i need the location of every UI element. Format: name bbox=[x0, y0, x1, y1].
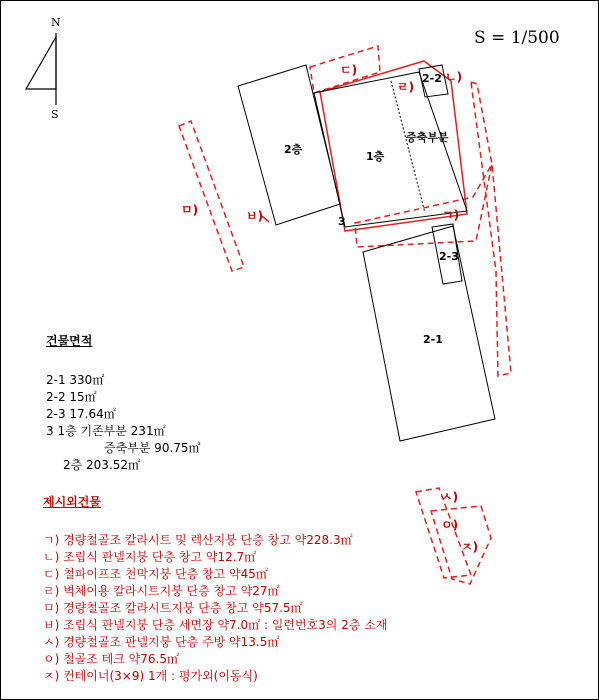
area-line-3-2f: 2층 203.52㎡ bbox=[63, 458, 141, 472]
label-ga: ㄱ) bbox=[442, 208, 460, 222]
excluded-item-ga: ㄱ) 경량철골조 칼라시트 및 렉산지붕 단층 창고 약228.3㎡ bbox=[43, 533, 353, 547]
label-extension: 증축부분 bbox=[406, 131, 449, 144]
label-ra: ㄹ) bbox=[397, 80, 415, 94]
excluded-item-o: ㅇ) 철골조 테크 약76.5㎡ bbox=[43, 652, 179, 666]
label-2-3: 2-3 bbox=[439, 250, 459, 263]
area-line-2-1: 2-1 330㎡ bbox=[46, 373, 105, 387]
label-1f: 1층 bbox=[366, 150, 385, 163]
excluded-section-title: 제시외건물 bbox=[43, 495, 101, 509]
label-2-1: 2-1 bbox=[423, 333, 443, 346]
excluded-item-ma: ㅁ) 경량철골조 칼라시트지붕 단층 창고 약57.5㎡ bbox=[43, 601, 303, 615]
north-arrow-icon bbox=[26, 33, 56, 105]
compass-south-label: S bbox=[51, 108, 59, 121]
excluded-item-na: ㄴ) 조립식 판넬지붕 단층 창고 약12.7㎡ bbox=[43, 550, 257, 564]
scale-label: S = 1/500 bbox=[474, 28, 560, 48]
excluded-item-ra: ㄹ) 벽체이용 칼라시트지붕 단층 창고 약27㎡ bbox=[43, 584, 280, 598]
area-line-2-2: 2-2 15㎡ bbox=[46, 390, 97, 404]
excluded-item-ja: ㅈ) 컨테이너(3×9) 1개 : 평가외(이동식) bbox=[43, 669, 258, 683]
outbuilding-ma bbox=[179, 121, 244, 271]
area-line-3-extension: 증축부분 90.75㎡ bbox=[104, 441, 201, 455]
label-ja: ㅈ) bbox=[461, 540, 479, 554]
extension-divider bbox=[391, 81, 425, 213]
area-line-2-3: 2-3 17.64㎡ bbox=[46, 407, 116, 421]
excluded-item-sa: ㅅ) 경량철골조 판넬지붕 단층 주방 약13.5㎡ bbox=[43, 635, 280, 649]
excluded-item-da: ㄷ) 철파이프조 천막지붕 단층 창고 약45㎡ bbox=[43, 567, 268, 581]
label-na: ㄴ) bbox=[445, 70, 463, 84]
area-line-3-1f: 3 1층 기존부분 231㎡ bbox=[46, 424, 166, 438]
label-2f: 2층 bbox=[284, 143, 303, 156]
label-o: ㅇ) bbox=[441, 518, 459, 532]
label-2-2: 2-2 bbox=[422, 72, 442, 85]
label-da: ㄷ) bbox=[340, 63, 358, 77]
area-section-title: 건물면적 bbox=[46, 334, 93, 348]
label-ba: ㅂ) bbox=[246, 209, 264, 223]
label-building-3: 3 bbox=[338, 215, 346, 228]
label-sa: ㅅ) bbox=[441, 490, 459, 504]
outbuilding-na-edge bbox=[471, 82, 511, 376]
excluded-item-ba: ㅂ) 조립식 판넬지붕 단층 세면장 약7.0㎡ : 일련번호3의 2층 소재 bbox=[43, 618, 388, 632]
label-ma: ㅁ) bbox=[181, 203, 199, 217]
compass-north-label: N bbox=[51, 16, 61, 29]
